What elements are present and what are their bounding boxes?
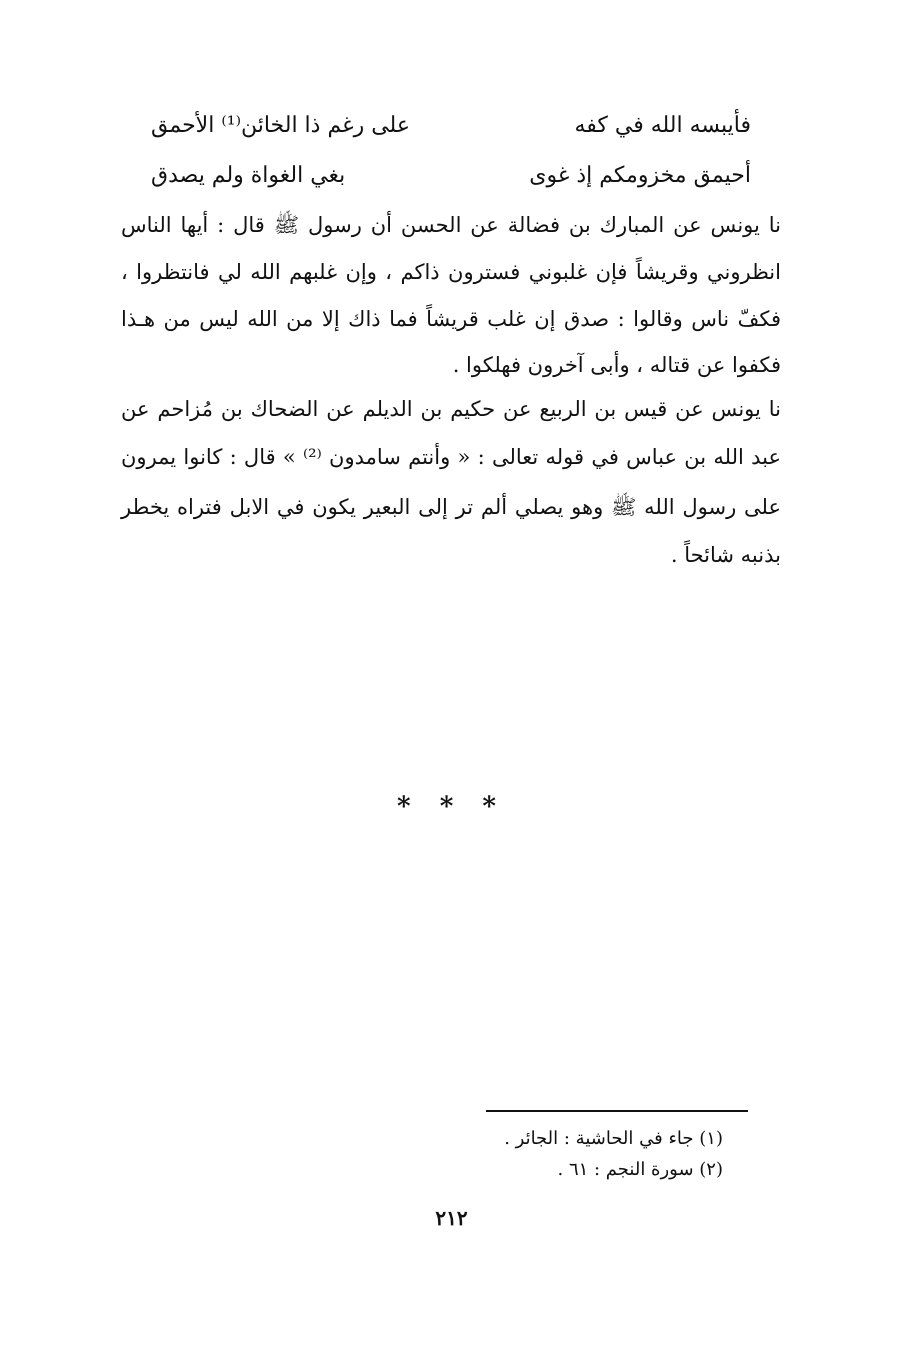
prose-line: فكفوا عن قتاله ، وأبى آخرون فهلكوا . bbox=[452, 353, 781, 377]
prose-line: انظروني وقريشاً فإن غلبوني فسترون ذاكم ، وإن غلبهم الله لي فانتظروا ، bbox=[121, 260, 781, 284]
poem-verse bbox=[151, 158, 751, 194]
prose-line: على رسول الله ﷺ وهو يصلي ألم تر إلى البعير يكون في الابل فتراه يخطر bbox=[121, 495, 781, 519]
verse-first-half: فأيبسه الله في كفه bbox=[574, 113, 751, 138]
prose-line: فكفّ ناس وقالوا : صدق إن غلب قريشاً فما ذاك إلا من الله ليس من هـذا bbox=[121, 307, 781, 331]
page-number: ٢١٢ bbox=[435, 1206, 468, 1230]
prose-line: نا يونس عن قيس بن الربيع عن حكيم بن الديلم عن الضحاك بن مُزاحم عن bbox=[121, 397, 781, 421]
prose-line: عبد الله بن عباس في قوله تعالى : « وأنتم سامدون ⁽²⁾ » قال : كانوا يمرون bbox=[121, 445, 781, 469]
prose-line: بذنبه شائحاً . bbox=[670, 543, 781, 567]
prose-line: نا يونس عن المبارك بن فضالة عن الحسن أن رسول ﷺ قال : أيها الناس bbox=[121, 213, 781, 237]
verse-second-half: على رغم ذا الخائن⁽¹⁾ الأحمق bbox=[151, 113, 410, 138]
footnote: (٢) سورة النجم : ٦١ . bbox=[557, 1159, 723, 1180]
footnote-divider bbox=[486, 1110, 748, 1112]
section-separator: * * * bbox=[397, 792, 506, 822]
poem-verse bbox=[151, 108, 751, 144]
footnote: (١) جاء في الحاشية : الجائر . bbox=[504, 1128, 723, 1149]
verse-second-half: بغي الغواة ولم يصدق bbox=[151, 163, 346, 188]
verse-first-half: أحيمق مخزومكم إذ غوى bbox=[529, 163, 751, 188]
